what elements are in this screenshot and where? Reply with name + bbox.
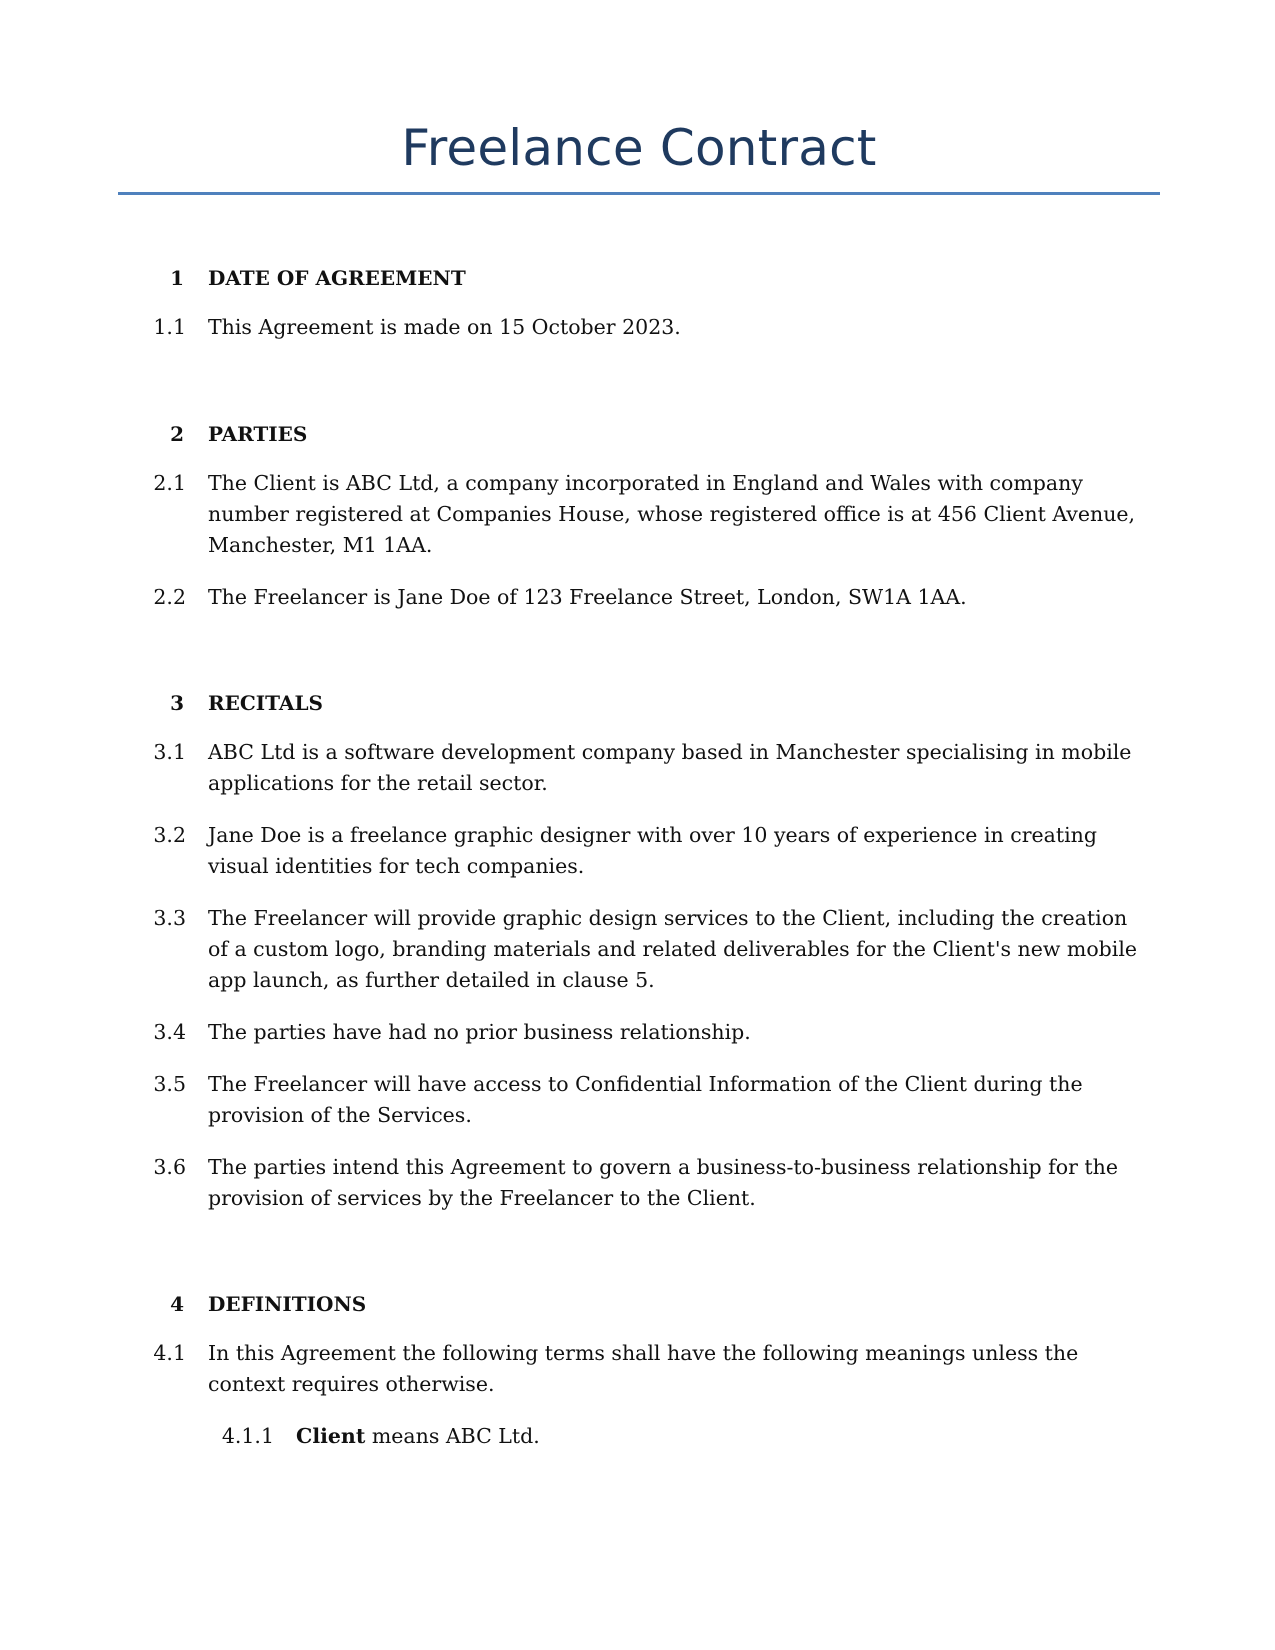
clause-number: 3.3 (153, 906, 186, 930)
clause-3-3 (0, 903, 1275, 996)
section-number: 2 (170, 422, 184, 446)
clause-text: Jane Doe is a freelance graphic designer with over 10 years of experience in creating visual identities for tech companies. (208, 823, 1097, 878)
clause-1-1 (0, 312, 1275, 343)
clause-number: 3.4 (153, 1020, 186, 1044)
clause-text: The Freelancer will have access to Confidential Information of the Client during the provision of the Services. (208, 1072, 1083, 1127)
document-title: Freelance Contract (401, 119, 877, 177)
clause-3-4 (0, 1017, 1275, 1048)
clause-3-6 (0, 1152, 1275, 1214)
section-number: 3 (170, 691, 184, 715)
title-underline (118, 192, 1160, 195)
section-title: RECITALS (208, 691, 323, 715)
clause-text: This Agreement is made on 15 October 2023. (208, 315, 681, 339)
section-number: 4 (170, 1292, 184, 1316)
clause-text: In this Agreement the following terms shall have the following meanings unless the context requires otherwise. (208, 1341, 1079, 1396)
subclause-number: 4.1.1 (221, 1424, 274, 1448)
clause-text: The parties intend this Agreement to govern a business-to-business relationship for the provision of services by the Freelancer to the Client. (208, 1155, 1118, 1210)
clause-3-1 (0, 737, 1275, 799)
section-heading-date-of-agreement (0, 263, 1275, 294)
clause-number: 3.1 (153, 740, 186, 764)
subclause-text (296, 1421, 1138, 1452)
clause-text: ABC Ltd is a software development company based in Manchester specialising in mobile applications for the retail sector. (208, 740, 1132, 795)
section-title: PARTIES (208, 422, 308, 446)
section-heading-parties (0, 419, 1275, 450)
clause-text: The Freelancer is Jane Doe of 123 Freelance Street, London, SW1A 1AA. (208, 585, 967, 609)
clause-number: 3.2 (153, 823, 186, 847)
clause-2-2 (0, 582, 1275, 613)
section-title: DEFINITIONS (208, 1292, 367, 1316)
clause-4-1 (0, 1338, 1275, 1400)
clause-number: 3.6 (153, 1155, 186, 1179)
section-heading-recitals (0, 688, 1275, 719)
section-title: DATE OF AGREEMENT (208, 266, 466, 290)
clause-number: 4.1 (153, 1341, 186, 1365)
clause-3-2 (0, 820, 1275, 882)
clause-number: 2.1 (153, 471, 186, 495)
clause-number: 2.2 (153, 585, 186, 609)
defined-term: Client (296, 1424, 366, 1448)
definition-text: means ABC Ltd. (365, 1424, 540, 1448)
clause-number: 3.5 (153, 1072, 186, 1096)
clause-text: The parties have had no prior business relationship. (208, 1020, 751, 1044)
clause-number: 1.1 (153, 315, 186, 339)
clause-text: The Client is ABC Ltd, a company incorporated in England and Wales with company number registered at Companies House, whose registered office is at 456 Client Avenue, Manchester, M1 1AA. (208, 471, 1136, 557)
clause-3-5 (0, 1069, 1275, 1131)
section-heading-definitions (0, 1289, 1275, 1320)
section-number: 1 (170, 266, 184, 290)
clause-2-1 (0, 468, 1275, 561)
subclause-4-1-1 (0, 1421, 1275, 1452)
clause-text: The Freelancer will provide graphic design services to the Client, including the creation of a custom logo, branding materials and related deliverables for the Client's new mobile app launch, as further detailed in clause 5. (208, 906, 1138, 992)
